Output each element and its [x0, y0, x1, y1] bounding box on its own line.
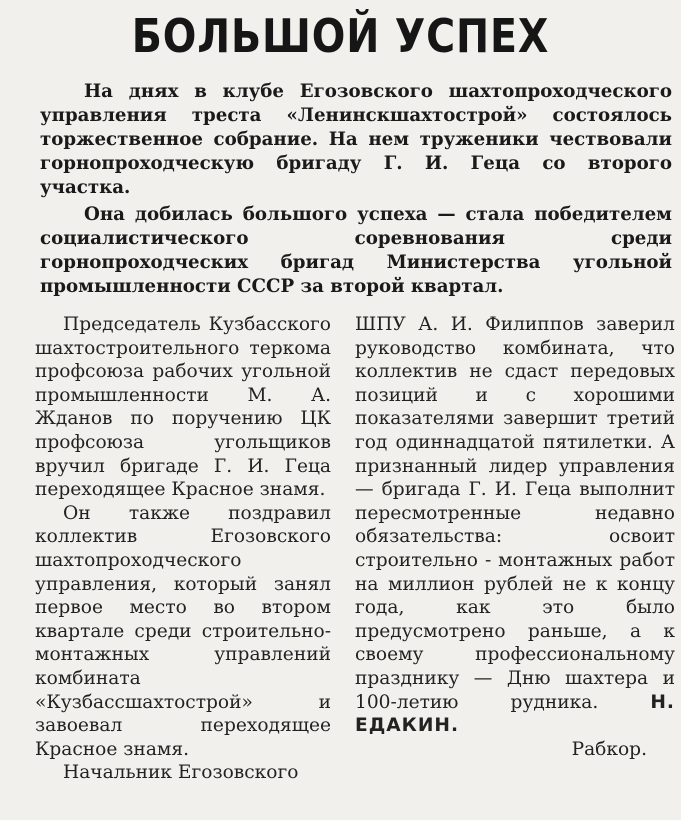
lead-paragraph-1: На днях в клубе Егозовского шахтопроходческого управления треста «Ленинскшахтострой» состоялось торжественное собрание. На нем труженики чествовали горнопроходческую бригаду Г. И. Геца со второго участка.: [40, 81, 672, 198]
left-column: [35, 313, 331, 785]
author-name: Н. ЕДАКИН.: [355, 691, 675, 737]
continued-text: ШПУ А. И. Филиппов заверил руководство комбината, что коллектив не сдаст передовых позиций и с хорошими показателями завершит третий год одиннадцатой пятилетки. А признанный лидер управления — бригада Г. И. Геца выполнит пересмотренные недавно обязательства: освоит строительно - монтажных работ на миллион рублей не к концу года, как это было предусмотрено раньше, а к своему профессиональному празднику — Дню шахтера и 100-летию рудника.: [355, 314, 675, 713]
right-column: [355, 313, 675, 761]
author-role: Рабкор.: [571, 738, 647, 760]
body-paragraph-continued: [355, 313, 675, 738]
article-headline: БОЛЬШОЙ УСПЕХ: [131, 9, 550, 63]
body-paragraph-2: Он также поздравил коллектив Егозовского шахтопроходческого управления, который занял первое место во втором квартале среди строительно-монтажных управлений комбината «Кузбассшахтострой» и завоевал переходящее Красное знамя.: [35, 502, 331, 760]
body-paragraph-1: Председатель Кузбасского шахтостроительного теркома профсоюза рабочих угольной промышленности М. А. Жданов по поручению ЦК профсоюза угольщиков вручил бригаде Г. И. Геца переходящее Красное знамя.: [35, 314, 331, 501]
lead-paragraph-2: Она добилась большого успеха — стала победителем социалистического соревнования среди горнопроходческих бригад Министерства угольной промышленности СССР за второй квартал.: [40, 204, 672, 297]
article-lead: [40, 80, 672, 299]
body-paragraph-3: Начальник Егозовского: [63, 762, 299, 784]
